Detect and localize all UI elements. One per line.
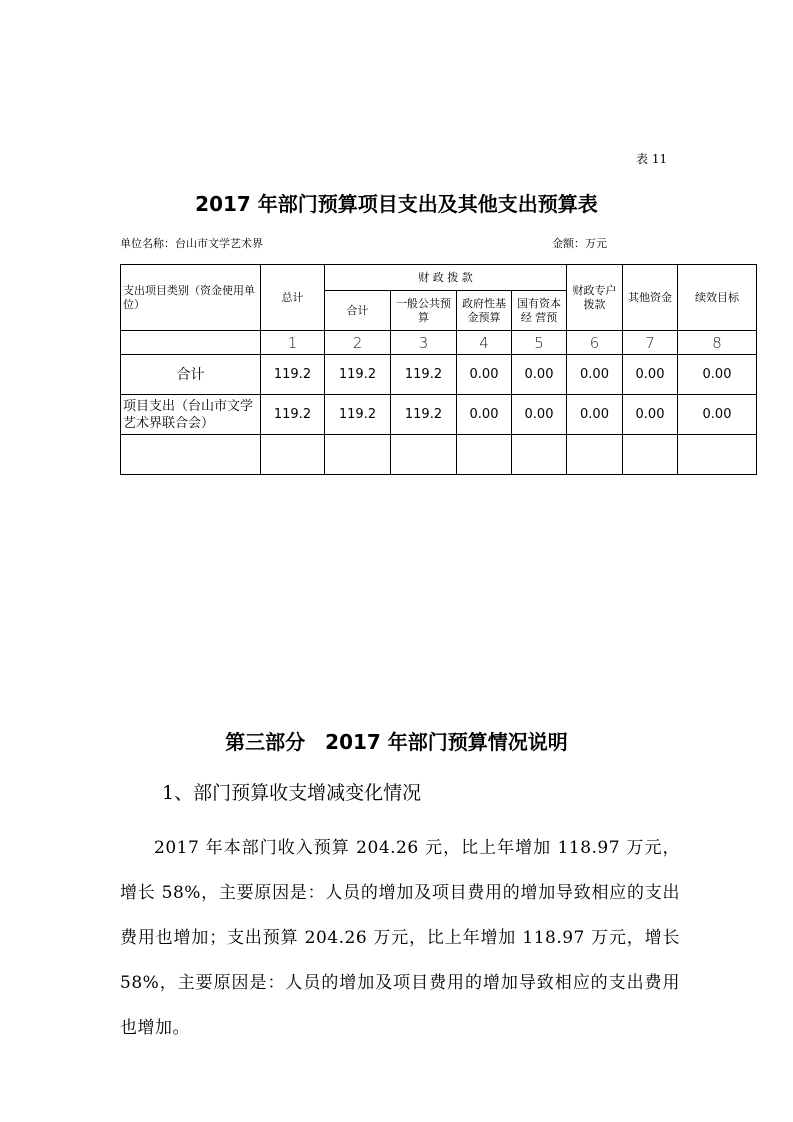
header-other-funds: 其他资金 xyxy=(623,265,678,331)
table-cell: 0.00 xyxy=(512,355,567,395)
table-cell: 119.2 xyxy=(391,355,457,395)
body-paragraph: 2017 年本部门收入预算 204.26 元，比上年增加 118.97 万元，增长 58%，主要原因是：人员的增加及项目费用的增加导致相应的支出费用也增加；支出预算 204.26 万元，比上年增加 118.97 万元，增长 58%，主要原因是：人员的增加及项目费用的增加导致相应的支出费用也增加。 xyxy=(120,838,680,1038)
header-performance-goal: 续效目标 xyxy=(678,265,757,331)
table-cell xyxy=(261,435,325,475)
column-index: 6 xyxy=(567,331,623,355)
table-row xyxy=(121,395,757,435)
column-index: 4 xyxy=(457,331,512,355)
header-fiscal-special-account: 财政专户拨款 xyxy=(567,265,623,331)
section-title: 1、部门预算收支增减变化情况 xyxy=(162,782,422,804)
header-state-capital-budget: 国有资本经 营预 xyxy=(512,291,567,331)
header-category: 支出项目类别（资金使用单 位） xyxy=(121,265,261,331)
table-cell: 119.2 xyxy=(391,395,457,435)
index-cell-blank xyxy=(121,331,261,355)
table-cell xyxy=(512,435,567,475)
part-title: 第三部分 2017 年部门预算情况说明 xyxy=(225,730,568,754)
index-row xyxy=(121,331,757,355)
header-government-fund-budget: 政府性基金预算 xyxy=(457,291,512,331)
budget-table xyxy=(120,264,757,475)
unit-name: 单位名称：台山市文学艺术界 xyxy=(120,237,263,250)
table-cell: 0.00 xyxy=(457,395,512,435)
table-cell: 0.00 xyxy=(623,395,678,435)
row-label: 合计 xyxy=(121,355,261,395)
table-cell xyxy=(391,435,457,475)
table-cell xyxy=(325,435,391,475)
table-cell: 0.00 xyxy=(512,395,567,435)
column-index: 7 xyxy=(623,331,678,355)
table-cell: 0.00 xyxy=(567,395,623,435)
table-cell xyxy=(457,435,512,475)
amount-unit: 金额：万元 xyxy=(552,237,607,250)
table-cell: 0.00 xyxy=(567,355,623,395)
table-cell: 0.00 xyxy=(623,355,678,395)
header-subtotal: 合计 xyxy=(325,291,391,331)
table-cell xyxy=(678,435,757,475)
table-cell xyxy=(121,435,261,475)
table-row xyxy=(121,355,757,395)
table-cell: 0.00 xyxy=(678,355,757,395)
row-label: 项目支出（台山市文学艺术界联合会） xyxy=(121,395,261,435)
header-row-1 xyxy=(121,265,757,291)
header-general-public-budget: 一般公共预算 xyxy=(391,291,457,331)
document-title: 2017 年部门预算项目支出及其他支出预算表 xyxy=(195,192,598,216)
table-cell: 119.2 xyxy=(261,355,325,395)
table-number: 表 11 xyxy=(636,152,668,166)
table-cell: 0.00 xyxy=(457,355,512,395)
column-index: 1 xyxy=(261,331,325,355)
table-cell: 0.00 xyxy=(678,395,757,435)
header-fiscal-allocation: 财 政 拨 款 xyxy=(325,265,567,291)
table-cell: 119.2 xyxy=(325,395,391,435)
column-index: 5 xyxy=(512,331,567,355)
table-cell xyxy=(623,435,678,475)
table-cell xyxy=(567,435,623,475)
table-row-empty xyxy=(121,435,757,475)
table-cell: 119.2 xyxy=(261,395,325,435)
column-index: 2 xyxy=(325,331,391,355)
column-index: 8 xyxy=(678,331,757,355)
column-index: 3 xyxy=(391,331,457,355)
header-total: 总计 xyxy=(261,265,325,331)
table-cell: 119.2 xyxy=(325,355,391,395)
